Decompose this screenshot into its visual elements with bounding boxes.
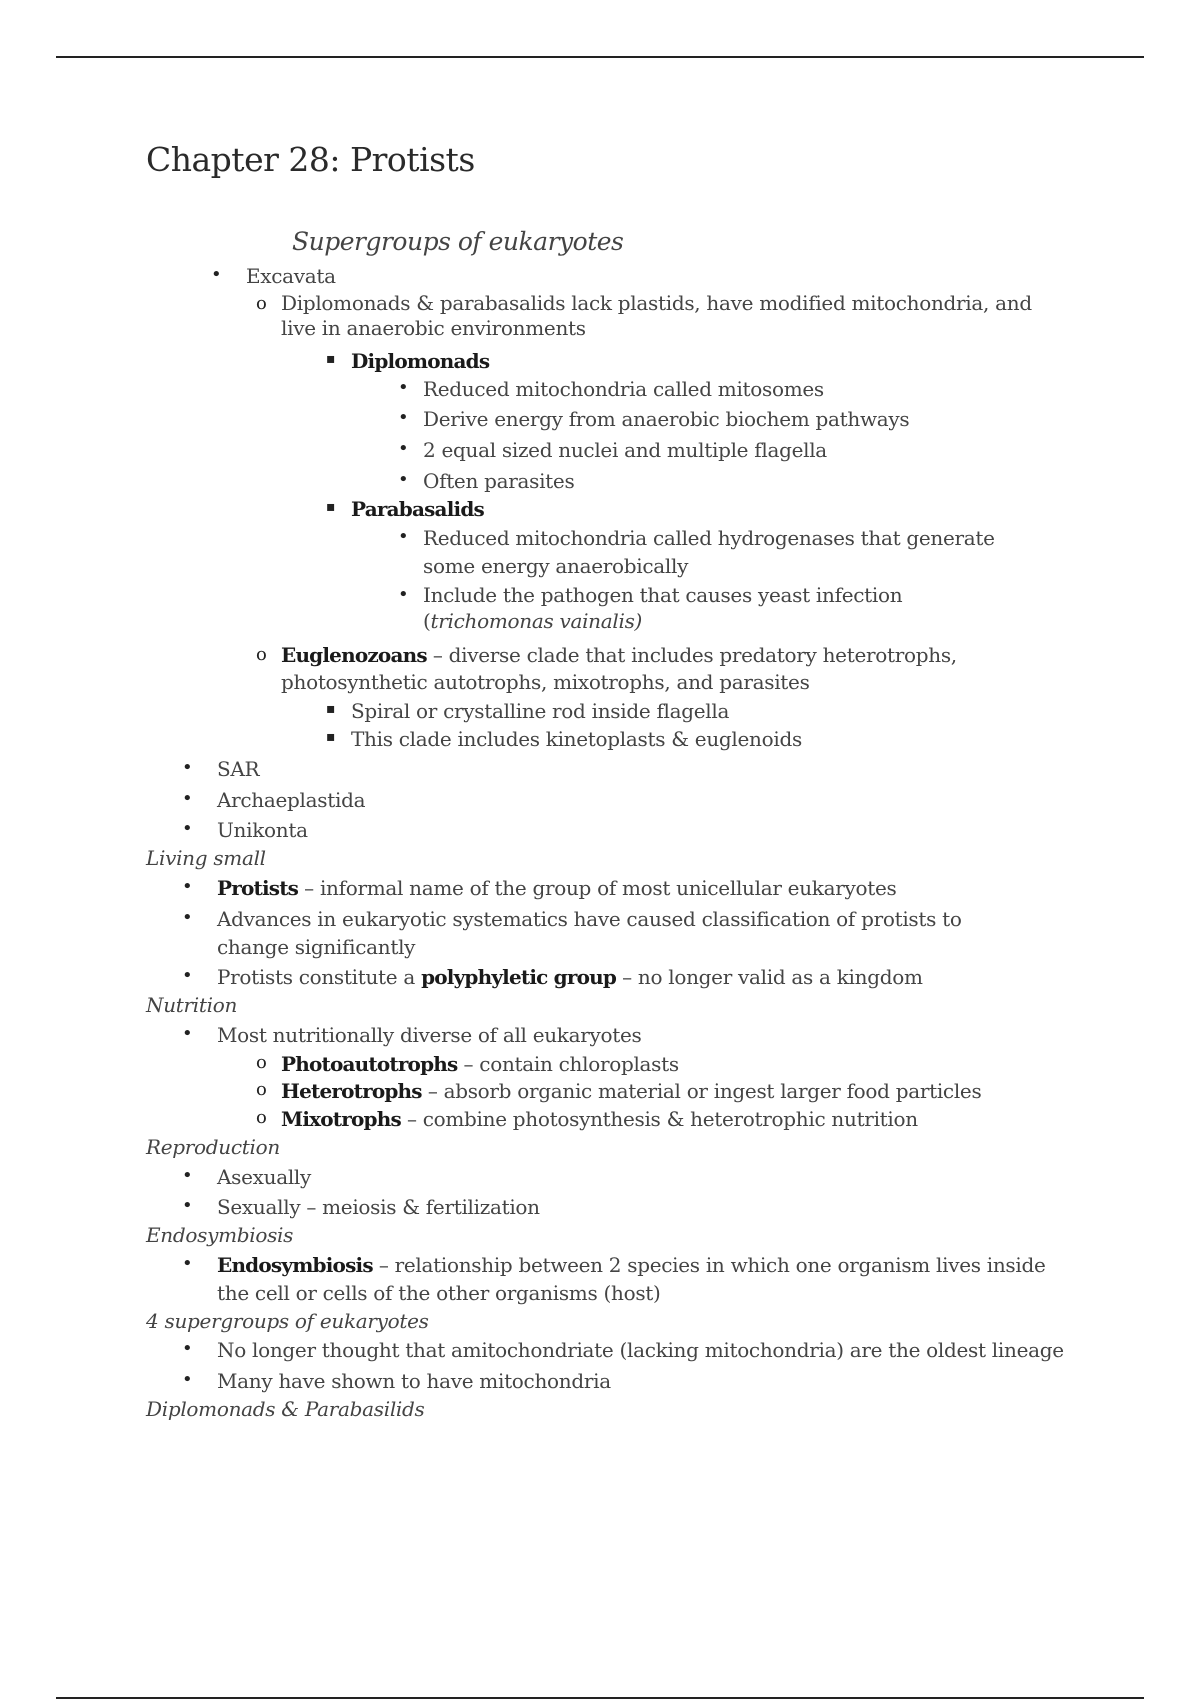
bullet-square: ▪ <box>326 351 336 367</box>
list-item-polyphyletic <box>182 963 1032 991</box>
item-text: Reduced mitochondria called hydrogenases that generate some energy anaerobically <box>423 526 995 578</box>
list-item-diplo-para-intro <box>256 291 1061 341</box>
list-item-excavata <box>211 262 1011 290</box>
bullet-disc: • <box>182 1023 193 1044</box>
bullet-disc: • <box>182 1369 193 1390</box>
list-item-eug-1 <box>326 697 1026 725</box>
bullet-disc: • <box>182 1195 193 1216</box>
list-item-diplo-3 <box>398 436 1038 464</box>
page-title: Chapter 28: Protists <box>146 140 475 179</box>
bullet-disc: • <box>182 788 193 809</box>
bullet-disc: • <box>182 876 193 897</box>
section-heading-endosymbiosis: Endosymbiosis <box>146 1223 294 1247</box>
item-text: 2 equal sized nuclei and multiple flagella <box>423 438 827 462</box>
item-text: – contain chloroplasts <box>457 1052 679 1076</box>
list-item-nutrition <box>182 1021 1032 1049</box>
item-text: Spiral or crystalline rod inside flagella <box>351 699 730 723</box>
item-text: Diplomonads & parabasalids lack plastids, have modified mitochondria, and live in anaerobic environments <box>281 291 1032 340</box>
item-text: No longer thought that amitochondriate (lacking mitochondria) are the oldest lineage <box>217 1338 1064 1362</box>
list-item-protists <box>182 874 1032 902</box>
section-heading-nutrition: Nutrition <box>146 993 238 1017</box>
list-item-many-have <box>182 1367 1067 1395</box>
item-text: Unikonta <box>217 818 308 842</box>
species-name: trichomonas vainalis) <box>430 609 643 633</box>
bullet-circle: o <box>256 644 267 665</box>
item-text: – combine photosynthesis & heterotrophic nutrition <box>400 1107 918 1131</box>
top-rule <box>56 56 1144 58</box>
bullet-disc: • <box>398 526 409 547</box>
list-item-para-2 <box>398 582 1008 634</box>
term-endosymbiosis: Endosymbiosis <box>217 1253 373 1277</box>
bullet-square: ▪ <box>326 729 336 745</box>
list-item-archaeplastida <box>182 786 982 814</box>
item-text: Most nutritionally diverse of all eukaryotes <box>217 1023 642 1047</box>
section-heading-reproduction: Reproduction <box>146 1135 280 1159</box>
term-photoautotrophs: Photoautotrophs <box>281 1052 458 1076</box>
section-heading-diplo-para: Diplomonads & Parabasilids <box>146 1397 425 1421</box>
item-text: – no longer valid as a kingdom <box>616 965 923 989</box>
item-text: Reduced mitochondria called mitosomes <box>423 377 824 401</box>
term-polyphyletic: polyphyletic group <box>421 965 617 989</box>
item-text: SAR <box>217 757 260 781</box>
section-heading-supergroups: Supergroups of eukaryotes <box>292 227 624 256</box>
list-item-parabasalids <box>326 495 1026 523</box>
item-text: – diverse clade that includes predatory heterotrophs, photosynthetic autotrophs, mixotrophs, and parasites <box>281 643 957 694</box>
bullet-disc: • <box>398 584 409 605</box>
list-item-diplomonads <box>326 347 1026 375</box>
item-text: This clade includes kinetoplasts & euglenoids <box>351 727 802 751</box>
bullet-disc: • <box>182 907 193 928</box>
bullet-disc: • <box>398 407 409 428</box>
section-heading-four-supergroups: 4 supergroups of eukaryotes <box>146 1309 429 1333</box>
list-item-unikonta <box>182 816 982 844</box>
term-protists: Protists <box>217 876 299 900</box>
bullet-disc: • <box>182 965 193 986</box>
bullet-disc: • <box>398 438 409 459</box>
bullet-disc: • <box>182 757 193 778</box>
item-text: Often parasites <box>423 469 575 493</box>
bullet-disc: • <box>211 264 222 285</box>
list-item-heterotrophs <box>256 1077 1061 1105</box>
bullet-disc: • <box>182 1338 193 1359</box>
item-text: Many have shown to have mitochondria <box>217 1369 611 1393</box>
list-item-para-1 <box>398 524 1008 580</box>
term-heterotrophs: Heterotrophs <box>281 1079 422 1103</box>
bottom-rule <box>56 1697 1144 1699</box>
list-item-diplo-2 <box>398 405 1038 433</box>
bullet-disc: • <box>182 1165 193 1186</box>
bullet-square: ▪ <box>326 499 336 515</box>
item-text: Archaeplastida <box>217 788 366 812</box>
list-item-euglenozoans <box>256 642 1061 696</box>
list-item-eug-2 <box>326 725 1026 753</box>
list-item-diplo-1 <box>398 375 1038 403</box>
bullet-disc: • <box>182 818 193 839</box>
list-item-advances <box>182 905 1002 961</box>
list-item-diplo-4 <box>398 467 1038 495</box>
bullet-circle: o <box>256 1079 267 1100</box>
list-item-no-longer <box>182 1336 1067 1364</box>
section-heading-living-small: Living small <box>146 846 266 870</box>
item-text: Sexually – meiosis & fertilization <box>217 1195 540 1219</box>
list-item-endosymbiosis <box>182 1251 1067 1307</box>
item-text: Protists constitute a <box>217 965 422 989</box>
bullet-disc: • <box>398 377 409 398</box>
bullet-circle: o <box>256 1052 267 1073</box>
item-text: – informal name of the group of most unicellular eukaryotes <box>298 876 897 900</box>
item-text: Excavata <box>246 264 336 288</box>
bullet-circle: o <box>256 293 267 314</box>
list-item-sexually <box>182 1193 1032 1221</box>
term-diplomonads: Diplomonads <box>351 349 490 373</box>
list-item-asexually <box>182 1163 1032 1191</box>
item-text: – absorb organic material or ingest larger food particles <box>421 1079 982 1103</box>
bullet-disc: • <box>182 1253 193 1274</box>
bullet-disc: • <box>398 469 409 490</box>
term-euglenozoans: Euglenozoans <box>281 643 427 667</box>
list-item-sar <box>182 755 982 783</box>
list-item-mixotrophs <box>256 1105 1061 1133</box>
list-item-photoautotrophs <box>256 1050 1061 1078</box>
item-text: Advances in eukaryotic systematics have caused classification of protists to change significantly <box>217 907 962 959</box>
term-mixotrophs: Mixotrophs <box>281 1107 401 1131</box>
item-text: – relationship between 2 species in which one organism lives inside the cell or cells of the other organisms (host) <box>217 1253 1046 1305</box>
bullet-circle: o <box>256 1107 267 1128</box>
item-text: Asexually <box>217 1165 312 1189</box>
term-parabasalids: Parabasalids <box>351 497 484 521</box>
bullet-square: ▪ <box>326 701 336 717</box>
item-text: Derive energy from anaerobic biochem pathways <box>423 407 910 431</box>
item-text: Include the pathogen that causes yeast infection ( <box>423 583 903 633</box>
